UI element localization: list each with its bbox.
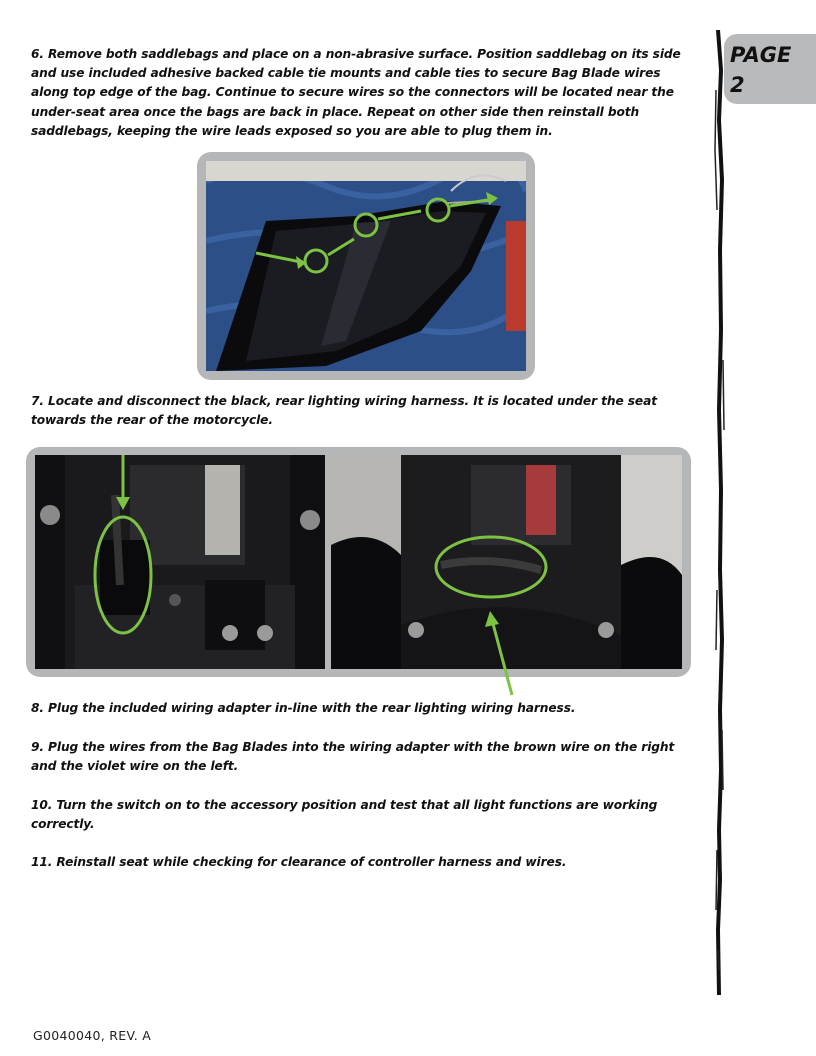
step-11-text: 11. Reinstall seat while checking for clearance of controller harness and wires. xyxy=(31,855,567,869)
torn-edge-decoration xyxy=(708,30,728,995)
harness-before-photo xyxy=(35,455,325,669)
document-code: G0040040, REV. A xyxy=(33,1028,152,1043)
green-pointer-arrow xyxy=(480,605,520,700)
saddlebag-photo-frame xyxy=(197,152,535,380)
harness-photos-frame xyxy=(26,447,691,677)
step-8-text: 8. Plug the included wiring adapter in-line with the rear lighting wiring harness. xyxy=(31,701,576,715)
page-number-tab xyxy=(724,34,816,104)
step-6-text: 6. Remove both saddlebags and place on a non-abrasive surface. Position saddlebag on its side and use included adhesive backed cable tie mounts and cable ties to secure Bag Blade wires along top edge of the bag. Continue to secure wires so the connectors will be located near the under-seat area once the bags are back in place. Repeat on other side then reinstall both saddlebags, keeping the wire leads exposed so you are able to plug them in. xyxy=(31,47,681,138)
step-7-text: 7. Locate and disconnect the black, rear lighting wiring harness. It is located under the seat towards the rear of the motorcycle. xyxy=(31,394,657,428)
page-tab-label: PAGE xyxy=(730,43,792,67)
step-9-text: 9. Plug the wires from the Bag Blades into the wiring adapter with the brown wire on the right and the violet wire on the left. xyxy=(31,740,675,774)
saddlebag-photo xyxy=(206,161,526,371)
step-10-text: 10. Turn the switch on to the accessory position and test that all light functions are working correctly. xyxy=(31,798,658,832)
page-tab-number: 2 xyxy=(730,73,745,97)
